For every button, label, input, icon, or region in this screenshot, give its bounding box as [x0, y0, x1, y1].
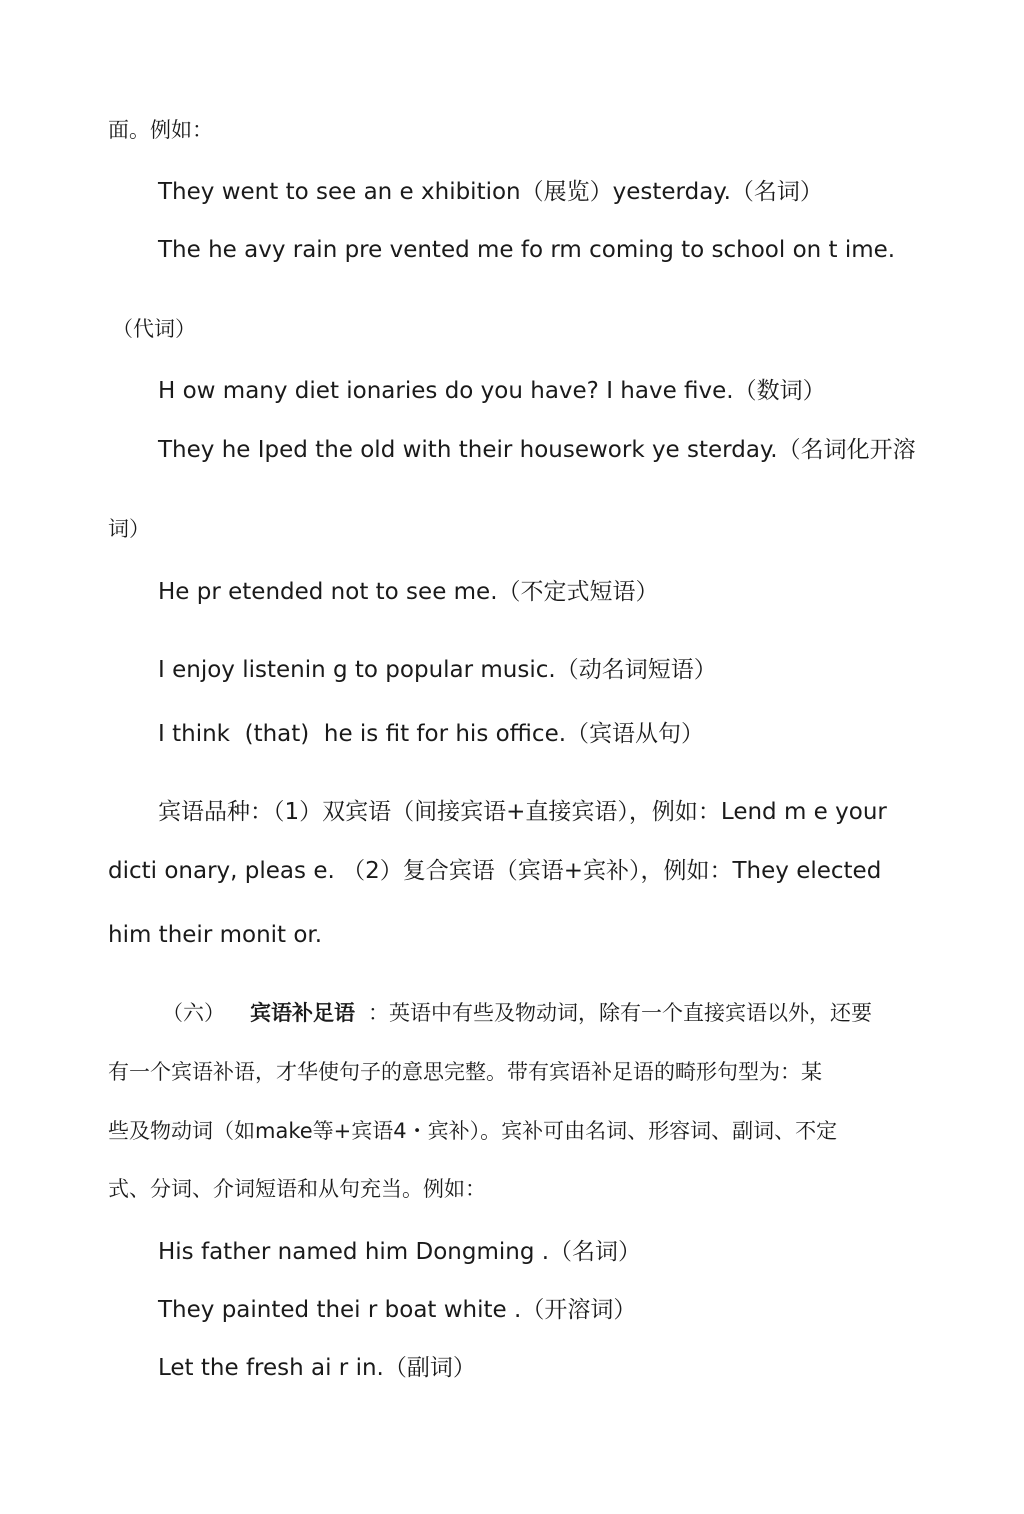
paragraph-line: him their monit or. [108, 922, 323, 948]
paragraph-line: 宾语品种：（1）双宾语（间接宾语+直接宾语），例如：Lend m e your [158, 799, 887, 825]
paragraph-line: 有一个宾语补语，才华使句子的意思完整。带有宾语补足语的畸形句型为：某 [108, 1060, 822, 1084]
example-sentence: They painted thei r boat white .（开溶词） [158, 1297, 637, 1323]
example-sentence: His father named him Dongming .（名词） [158, 1239, 642, 1265]
example-sentence: He pr etended not to see me.（不定式短语） [158, 579, 659, 605]
text-line: 面。例如： [108, 118, 213, 142]
paragraph-line: 些及物动词（如make等+宾语4・宾补）。宾补可由名词、形容词、副词、不定 [108, 1119, 838, 1143]
paragraph-line: 式、分词、介词短语和从句充当。例如： [108, 1177, 486, 1201]
text-line: 词） [108, 517, 150, 541]
example-sentence: The he avy rain pre vented me fo rm coming to school on t ime. [158, 237, 896, 263]
example-sentence: Let the fresh ai r in.（副词） [158, 1355, 476, 1381]
example-sentence: I think (that) he is fit for his office.（宾语从句） [158, 721, 705, 747]
example-sentence: I enjoy listenin g to popular music.（动名词短语） [158, 657, 717, 683]
paragraph-line: ：英语中有些及物动词，除有一个直接宾语以外，还要 [368, 1001, 872, 1025]
example-sentence: H ow many diet ionaries do you have? I have five.（数词） [158, 378, 826, 404]
text-line: （代词） [112, 317, 196, 341]
paragraph-line: dicti onary, pleas e. （2）复合宾语（宾语+宾补），例如：They elected [108, 858, 882, 884]
example-sentence: They went to see an e xhibition（展览）yesterday.（名词） [158, 179, 823, 205]
example-sentence: They he Iped the old with their housework ye sterday.（名词化开溶 [158, 437, 916, 463]
section-heading: 宾语补足语 [250, 1001, 355, 1025]
section-number: （六） [162, 1001, 225, 1025]
